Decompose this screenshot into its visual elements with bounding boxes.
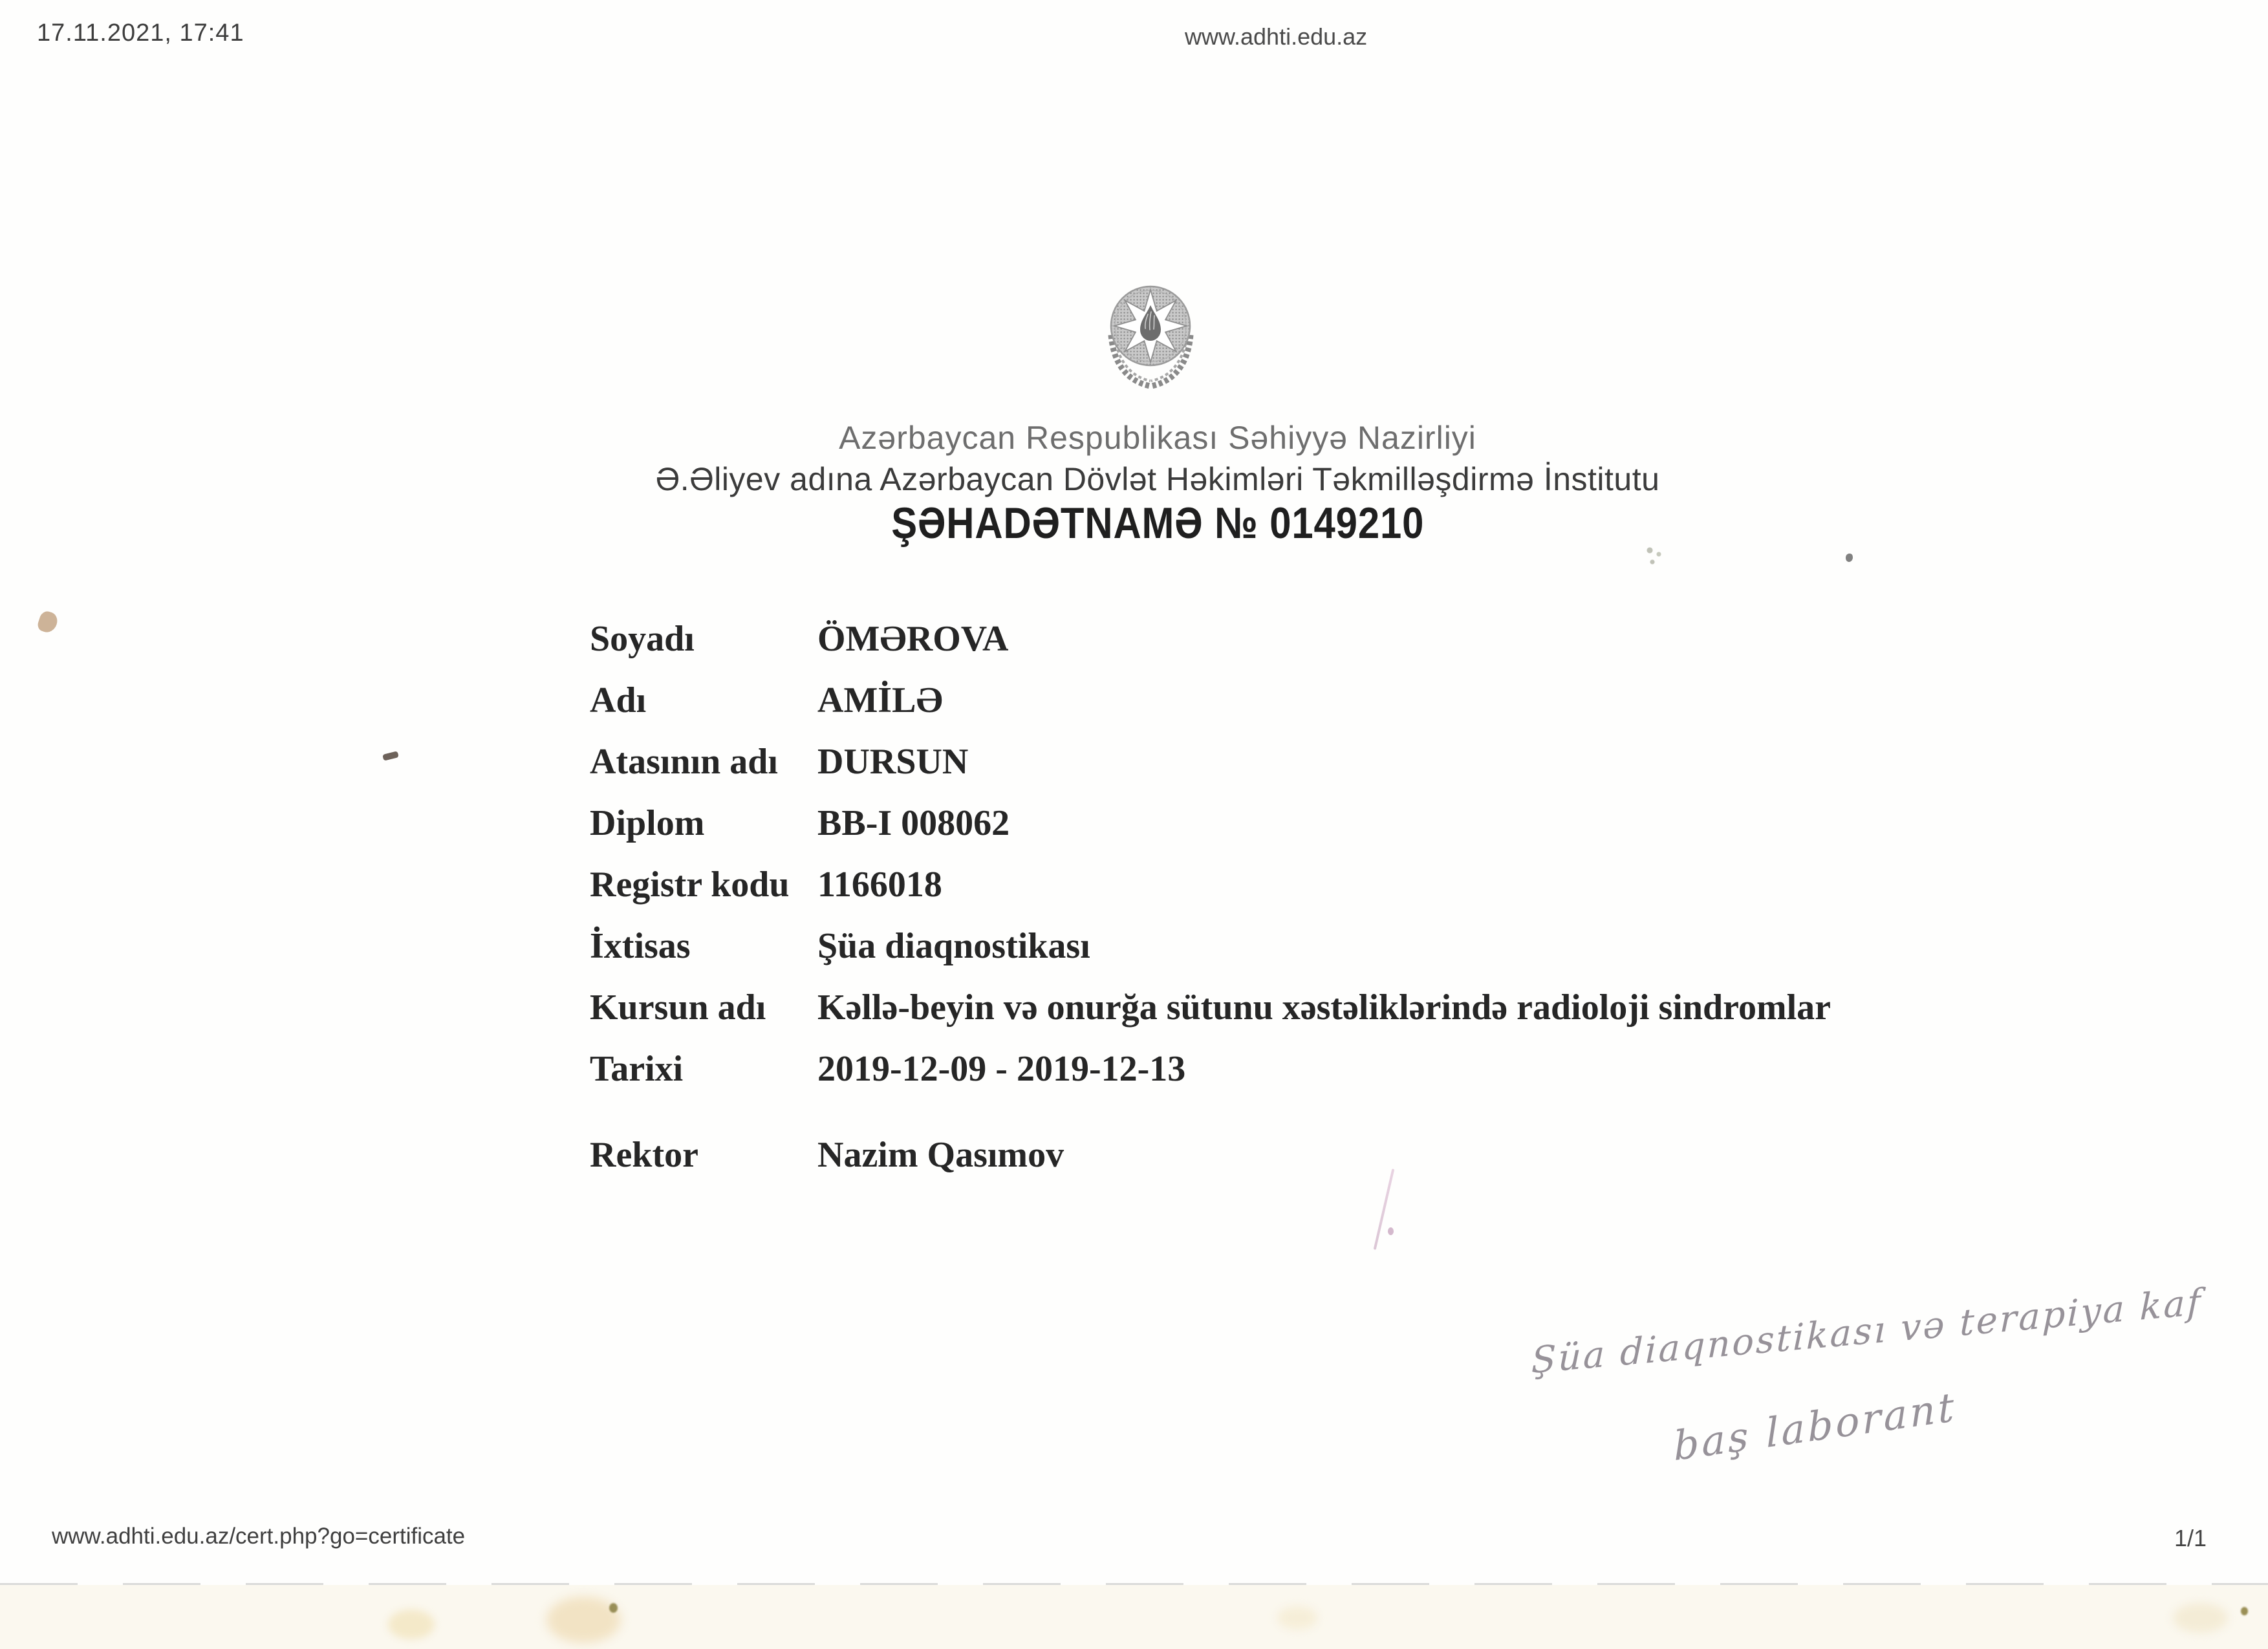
scan-bottom-strip bbox=[0, 1585, 2268, 1649]
field-label: Adı bbox=[590, 680, 647, 720]
handwritten-note-line2: baş laborant bbox=[1672, 1383, 1958, 1471]
field-value: Şüa diaqnostikası bbox=[817, 926, 1090, 966]
field-row-adi bbox=[590, 680, 1831, 741]
scan-smudge bbox=[388, 1610, 435, 1639]
scan-smudge bbox=[546, 1597, 621, 1643]
certificate-page-url: www.adhti.edu.az/cert.php?go=certificate bbox=[52, 1524, 466, 1549]
paper-blemish bbox=[36, 609, 60, 634]
field-row-kursun-adi bbox=[590, 987, 1831, 1048]
institute-name-line: Ə.Əliyev adına Azərbaycan Dövlət Həkimləri Təkmilləşdirmə İnstitutu bbox=[655, 461, 1660, 497]
ministry-name-line: Azərbaycan Respublikası Səhiyyə Nazirliyi bbox=[839, 420, 1476, 456]
page-number: 1/1 bbox=[2174, 1525, 2207, 1551]
field-value: AMİLƏ bbox=[817, 680, 943, 720]
certificate-title-text: ŞƏHADƏTNAMƏ № 0149210 bbox=[891, 499, 1425, 548]
field-row-rektor bbox=[590, 1134, 1831, 1196]
field-value: Kəllə-beyin və onurğa sütunu xəstəliklərində radioloji sindromlar bbox=[817, 987, 1831, 1028]
handwritten-note-line1: Şüa diaqnostikası və terapiya kaf bbox=[1531, 1281, 2203, 1383]
scan-smudge bbox=[2241, 1607, 2248, 1615]
pen-dot-mark bbox=[1388, 1227, 1394, 1235]
source-site-url: www.adhti.edu.az bbox=[1185, 23, 1368, 50]
ink-speck bbox=[1846, 554, 1853, 562]
field-value: 2019-12-09 - 2019-12-13 bbox=[817, 1049, 1186, 1089]
field-row-soyadi bbox=[590, 618, 1831, 680]
field-label: Soyadı bbox=[590, 619, 695, 659]
toner-specks bbox=[1645, 545, 1667, 567]
field-value: ÖMƏROVA bbox=[817, 619, 1009, 659]
field-label: İxtisas bbox=[590, 926, 691, 966]
field-label: Atasının adı bbox=[590, 742, 778, 782]
field-label: Tarixi bbox=[590, 1049, 684, 1089]
certificate-title bbox=[0, 498, 2268, 548]
field-row-registr-kodu bbox=[590, 864, 1831, 925]
field-row-ixtisas bbox=[590, 925, 1831, 987]
field-label: Rektor bbox=[590, 1135, 698, 1175]
field-value: 1166018 bbox=[817, 865, 942, 905]
ink-speck bbox=[382, 751, 399, 761]
field-label: Diplom bbox=[590, 803, 705, 843]
field-row-atasinin-adi bbox=[590, 741, 1831, 803]
scan-smudge bbox=[1277, 1606, 1317, 1630]
scan-smudge bbox=[609, 1603, 618, 1613]
field-value: Nazim Qasımov bbox=[817, 1135, 1064, 1175]
field-label: Kursun adı bbox=[590, 987, 766, 1028]
certificate-fields bbox=[590, 618, 1831, 1196]
field-value: BB-I 008062 bbox=[817, 803, 1010, 843]
azerbaijan-coat-of-arms-icon bbox=[1094, 273, 1207, 397]
field-row-tarixi bbox=[590, 1048, 1831, 1110]
field-row-diplom bbox=[590, 803, 1831, 864]
scan-smudge bbox=[2173, 1603, 2228, 1633]
field-label: Registr kodu bbox=[590, 865, 790, 905]
field-value: DURSUN bbox=[817, 742, 969, 782]
print-timestamp: 17.11.2021, 17:41 bbox=[37, 19, 244, 47]
